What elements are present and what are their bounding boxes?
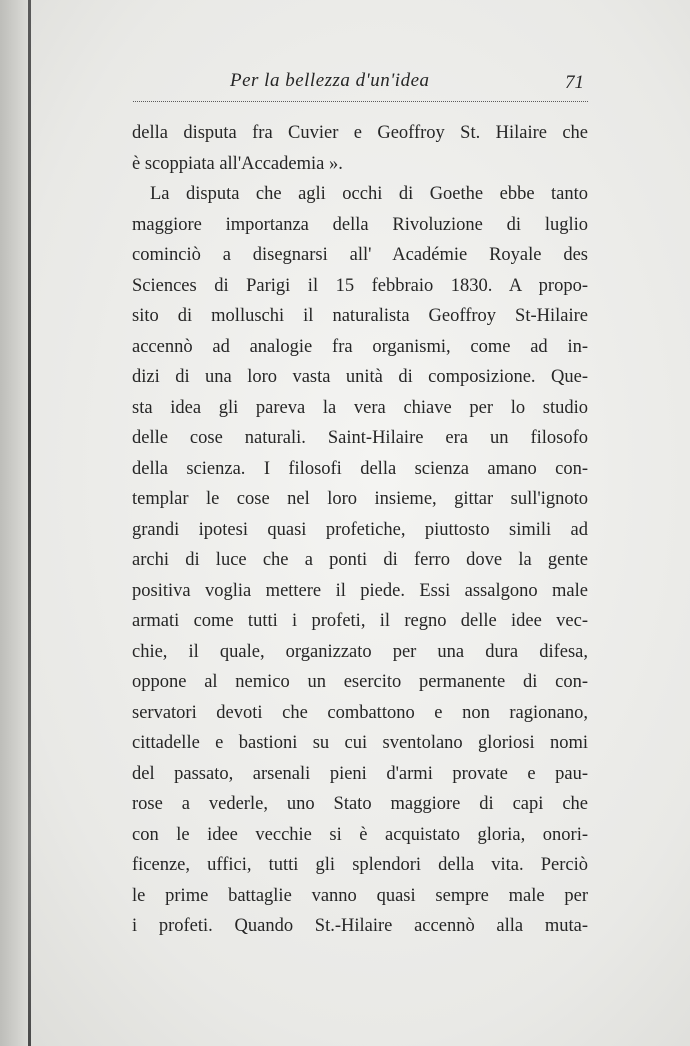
gutter-shadow bbox=[0, 0, 28, 1046]
binding-edge bbox=[28, 0, 31, 1046]
text-line: accennò ad analogie fra organismi, come ad in- bbox=[132, 336, 588, 357]
text-line: i profeti. Quando St.-Hilaire accennò alla muta- bbox=[132, 916, 588, 936]
header-rule bbox=[133, 101, 588, 102]
text-line: servatori devoti che combattono e non ragionano, bbox=[132, 702, 588, 723]
text-line: sta idea gli pareva la vera chiave per lo studio bbox=[132, 397, 588, 418]
text-line: chie, il quale, organizzato per una dura difesa, bbox=[132, 641, 588, 662]
text-line: dizi di una loro vasta unità di composizione. Que- bbox=[132, 367, 588, 387]
text-line: sito di molluschi il naturalista Geoffroy St-Hilaire bbox=[132, 306, 588, 326]
running-head: Per la bellezza d'un'idea bbox=[230, 70, 430, 91]
text-line: del passato, arsenali pieni d'armi provate e pau- bbox=[132, 763, 588, 784]
text-line: ficenze, uffici, tutti gli splendori della vita. Perciò bbox=[132, 855, 588, 875]
text-line: maggiore importanza della Rivoluzione di luglio bbox=[132, 214, 588, 235]
text-line: positiva voglia mettere il piede. Essi assalgono male bbox=[132, 580, 588, 601]
text-line: templar le cose nel loro insieme, gittar sull'ignoto bbox=[132, 489, 588, 509]
text-line: delle cose naturali. Saint-Hilaire era un filosofo bbox=[132, 428, 588, 448]
page-number: 71 bbox=[565, 72, 584, 93]
body-text bbox=[132, 118, 588, 942]
text-line: cominciò a disegnarsi all' Académie Royale des bbox=[132, 245, 588, 265]
text-line: La disputa che agli occhi di Goethe ebbe tanto bbox=[150, 184, 588, 204]
text-line: Sciences di Parigi il 15 febbraio 1830. A propo- bbox=[132, 275, 588, 296]
text-line: oppone al nemico un esercito permanente di con- bbox=[132, 672, 588, 692]
text-line: della scienza. I filosofi della scienza amano con- bbox=[132, 458, 588, 479]
text-line: armati come tutti i profeti, il regno delle idee vec- bbox=[132, 611, 588, 631]
text-line: cittadelle e bastioni su cui sventolano gloriosi nomi bbox=[132, 733, 588, 753]
text-line: rose a vederle, uno Stato maggiore di capi che bbox=[132, 794, 588, 814]
text-line: con le idee vecchie si è acquistato gloria, onori- bbox=[132, 824, 588, 845]
text-line: grandi ipotesi quasi profetiche, piuttosto simili ad bbox=[132, 519, 588, 540]
text-line: della disputa fra Cuvier e Geoffroy St. Hilaire che bbox=[132, 123, 588, 143]
text-line: è scoppiata all'Accademia ». bbox=[132, 153, 343, 174]
text-line: le prime battaglie vanno quasi sempre male per bbox=[132, 885, 588, 906]
text-line: archi di luce che a ponti di ferro dove la gente bbox=[132, 550, 588, 570]
